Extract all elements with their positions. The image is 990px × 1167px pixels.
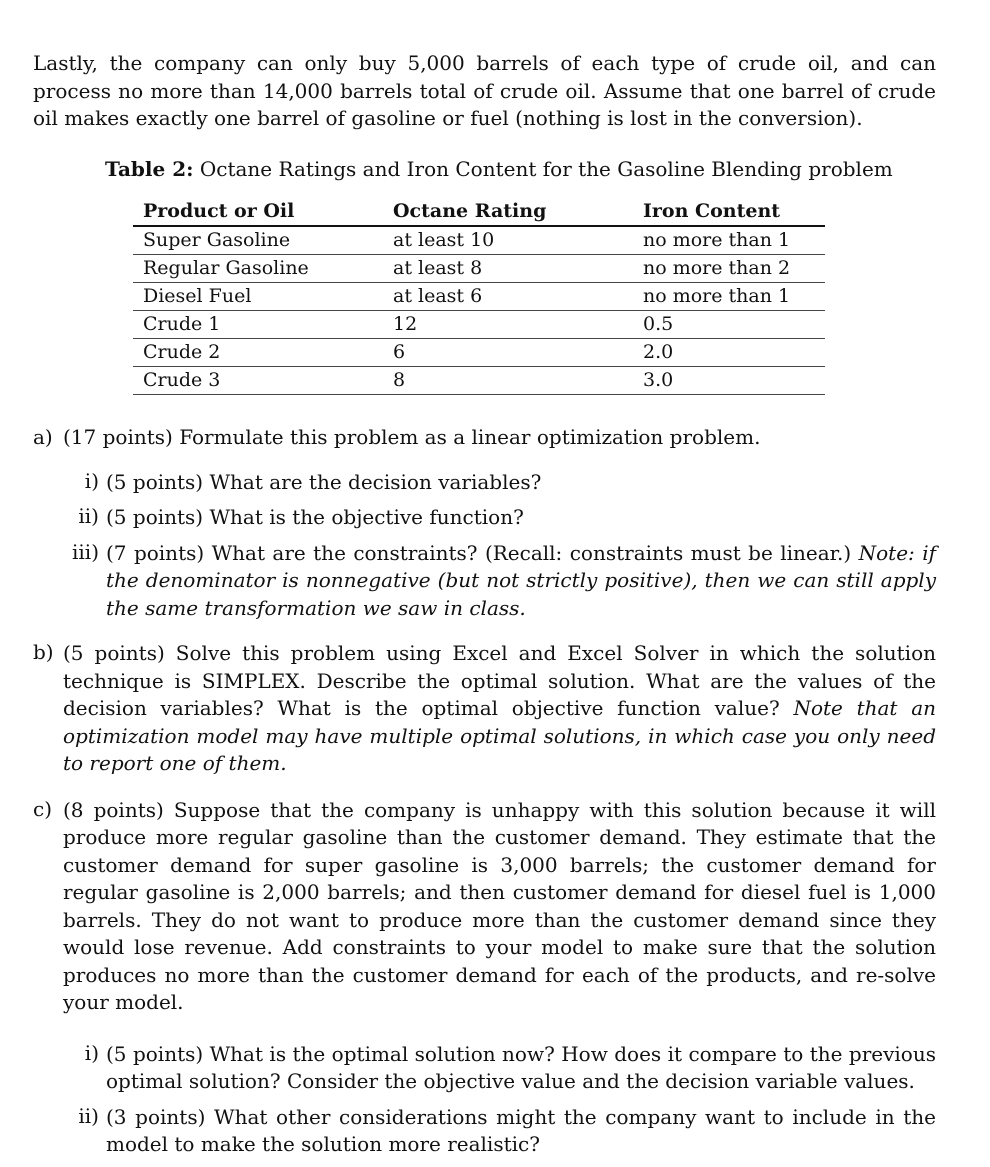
cell-iron: 3.0 <box>633 366 825 394</box>
table-caption-label: Table 2: <box>105 156 194 181</box>
subitem-label: iii) <box>72 539 99 564</box>
question-a-text: (17 points) Formulate this problem as a linear optimization problem. <box>63 424 761 449</box>
cell-octane: 6 <box>383 338 633 366</box>
cell-iron: 2.0 <box>633 338 825 366</box>
question-b-note: Note that an optimization model may have multiple optimal solutions, in which case you only need to report one of them. <box>63 696 937 775</box>
cell-iron: no more than 1 <box>643 229 791 251</box>
header-product: Product or Oil <box>133 196 383 226</box>
subitem-label: i) <box>84 468 99 493</box>
question-b-paragraph <box>63 640 936 778</box>
cell-product: Crude 1 <box>133 310 383 338</box>
subitem-text: (5 points) What is the optimal solution now? How does it compare to the previous optimal solution? Consider the objective value and the decision variable values. <box>106 1041 936 1093</box>
header-iron: Iron Content <box>633 196 825 226</box>
question-a-iii <box>33 540 936 623</box>
question-c-text: (8 points) Suppose that the company is unhappy with this solution because it will produce more regular gasoline than the customer demand. They estimate that the customer demand for super gasoline is 3,000 barrels; the customer demand for regular gasoline is 2,000 barrels; and then customer demand for diesel fuel is 1,000 barrels. They do not want to produce more than the customer demand since they would lose revenue. Add constraints to your model to make sure that the solution produces no more than the customer demand for each of the products, and re-solve your model. <box>63 797 936 1014</box>
cell-product: Super Gasoline <box>143 229 291 251</box>
question-c-label: c) <box>33 796 53 821</box>
question-c-i <box>33 1041 936 1096</box>
intro-paragraph: Lastly, the company can only buy 5,000 barrels of each type of crude oil, and can process no more than 14,000 barrels total of crude oil. Assume that one barrel of crude oil makes exactly one barrel of gasoline or fuel (nothing is lost in the conversion). <box>33 51 936 130</box>
cell-iron: no more than 1 <box>633 282 825 310</box>
table-row <box>133 366 825 394</box>
table-header-row <box>133 196 825 226</box>
cell-octane: 8 <box>383 366 633 394</box>
question-a-ii <box>33 504 936 532</box>
cell-product: Crude 2 <box>133 338 383 366</box>
cell-product: Regular Gasoline <box>133 254 383 282</box>
subitem-text: (3 points) What other considerations might the company want to include in the model to make the solution more realistic? <box>106 1104 936 1156</box>
subitem-label: i) <box>84 1040 99 1065</box>
subitem-label: ii) <box>78 504 99 528</box>
question-a-subitems <box>33 469 936 623</box>
table-row <box>133 254 825 282</box>
question-a <box>33 425 936 449</box>
subitem-text: (5 points) What is the objective function? <box>106 505 524 529</box>
subitem-text: (5 points) What are the decision variables? <box>106 469 542 494</box>
table-caption-text: Octane Ratings and Iron Content for the Gasoline Blending problem <box>199 156 893 181</box>
table-row <box>133 310 825 338</box>
cell-product: Diesel Fuel <box>133 282 383 310</box>
question-c-ii <box>33 1104 936 1159</box>
table-caption <box>105 157 936 181</box>
question-a-label: a) <box>33 424 53 449</box>
subitem-text <box>106 540 936 623</box>
question-a-i <box>33 469 936 497</box>
cell-octane: at least 10 <box>393 229 495 251</box>
subitem-main-text: (7 points) What are the constraints? (Recall: constraints must be linear.) <box>106 540 852 565</box>
cell-iron: 0.5 <box>633 310 825 338</box>
cell-octane: 12 <box>383 310 633 338</box>
table-row <box>133 282 825 310</box>
octane-iron-table <box>133 196 825 395</box>
subitem-note: Note: if the denominator is nonnegative (but not strictly positive), then we can still apply the same transformation we saw in class. <box>106 540 936 620</box>
subitem-label: ii) <box>78 1103 99 1128</box>
table-row <box>133 226 825 255</box>
question-c <box>33 797 936 1017</box>
document-page <box>33 50 936 1167</box>
question-b <box>33 640 936 778</box>
table-row <box>133 338 825 366</box>
question-c-subitems <box>33 1041 936 1159</box>
header-octane: Octane Rating <box>383 196 633 226</box>
cell-octane: at least 8 <box>383 254 633 282</box>
cell-iron: no more than 2 <box>633 254 825 282</box>
question-b-text: (5 points) Solve this problem using Excel and Excel Solver in which the solution technique is SIMPLEX. Describe the optimal solution. What are the values of the decision variables? What is the optimal objective function value? <box>63 641 936 720</box>
cell-product: Crude 3 <box>133 366 383 394</box>
question-b-label: b) <box>33 640 54 664</box>
cell-octane: at least 6 <box>383 282 633 310</box>
